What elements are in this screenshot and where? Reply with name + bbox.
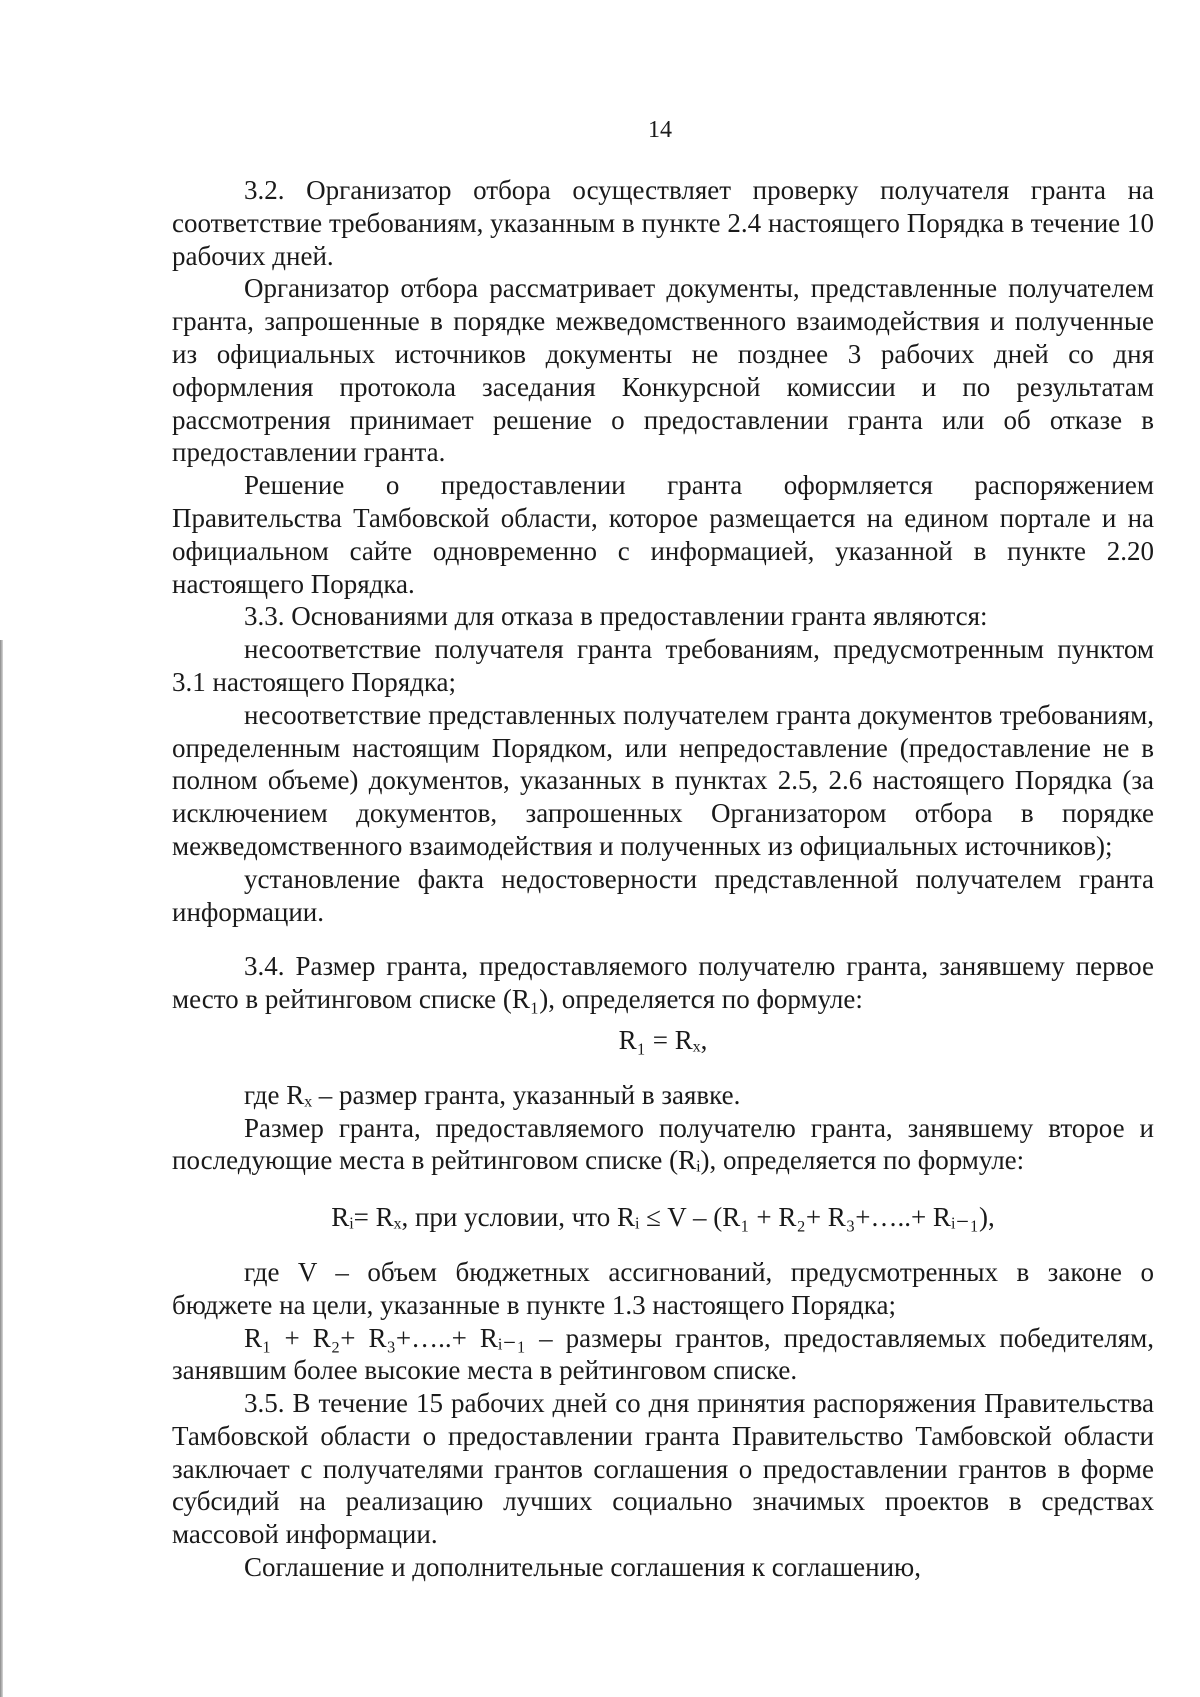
page-number: 14 [648, 117, 672, 143]
formula-subsequent-places: Rᵢ= Rₓ, при условии, что Rᵢ ≤ V – (R₁ + R₂+ R₃+…..+ Rᵢ₋₁), [331, 1202, 995, 1233]
paragraph-organizer-review: Организатор отбора рассматривает документы, представленные получателем гранта, запрошенные в порядке межведомственного взаимодействия и полученные из официальных источников документы не позднее 3 рабочих дней со дня оформления протокола заседания Конкурсной комиссии и по результатам рассмотрения принимает решение о предоставлении гранта или об отказе в предоставлении гранта. [172, 273, 1154, 468]
refusal-reason-1: несоответствие получателя гранта требованиям, предусмотренным пунктом 3.1 настоящего Порядка; [172, 634, 1154, 697]
paragraph-3-2: 3.2. Организатор отбора осуществляет проверку получателя гранта на соответствие требованиям, указанным в пункте 2.4 настоящего Порядка в течение 10 рабочих дней. [172, 175, 1154, 271]
document-body [172, 174, 1154, 1584]
paragraph-agreement: Соглашение и дополнительные соглашения к соглашению, [244, 1552, 921, 1583]
scan-edge-shadow [0, 640, 3, 1697]
paragraph-subsequent-places: Размер гранта, предоставляемого получателю гранта, занявшему второе и последующие места в рейтинговом списке (Rᵢ), определяется по формуле: [172, 1112, 1154, 1176]
refusal-reason-3: установление факта недостоверности представленной получателем гранта информации. [172, 863, 1154, 927]
refusal-reason-2: несоответствие представленных получателем гранта документов требованиям, определенным настоящим Порядком, или непредоставление (предоставление не в полном объеме) документов, указанных в пунктах 2.5, 2.6 настоящего Порядка (за исключением документов, запрошенных Организатором отбора в порядке межведомственного взаимодействия и полученных из официальных источников); [172, 699, 1154, 861]
formula-first-place: R₁ = Rₓ, [618, 1024, 708, 1055]
formula-v-explanation: где V – объем бюджетных ассигнований, предусмотренных в законе о бюджете на цели, указанные в пункте 1.3 настоящего Порядка; [172, 1256, 1154, 1320]
paragraph-3-3: 3.3. Основаниями для отказа в предоставлении гранта являются: [244, 601, 988, 632]
paragraph-grant-decision: Решение о предоставлении гранта оформляется распоряжением Правительства Тамбовской области, которое размещается на едином портале и на официальном сайте одновременно с информацией, указанной в пункте 2.20 настоящего Порядка. [172, 470, 1154, 599]
paragraph-3-5: 3.5. В течение 15 рабочих дней со дня принятия распоряжения Правительства Тамбовской области о предоставлении гранта Правительство Тамбовской области заключает с получателями грантов соглашения о предоставлении грантов в форме субсидий на реализацию лучших социально значимых проектов в средствах массовой информации. [172, 1388, 1154, 1550]
paragraph-3-4: 3.4. Размер гранта, предоставляемого получателю гранта, занявшему первое место в рейтинговом списке (R₁), определяется по формуле: [172, 951, 1154, 1015]
formula-first-place-explanation: где Rₓ – размер гранта, указанный в заявке. [244, 1079, 741, 1110]
formula-sum-explanation: R₁ + R₂+ R₃+…..+ Rᵢ₋₁ – размеры грантов, предоставляемых победителям, занявшим более высокие места в рейтинговом списке. [172, 1322, 1154, 1386]
